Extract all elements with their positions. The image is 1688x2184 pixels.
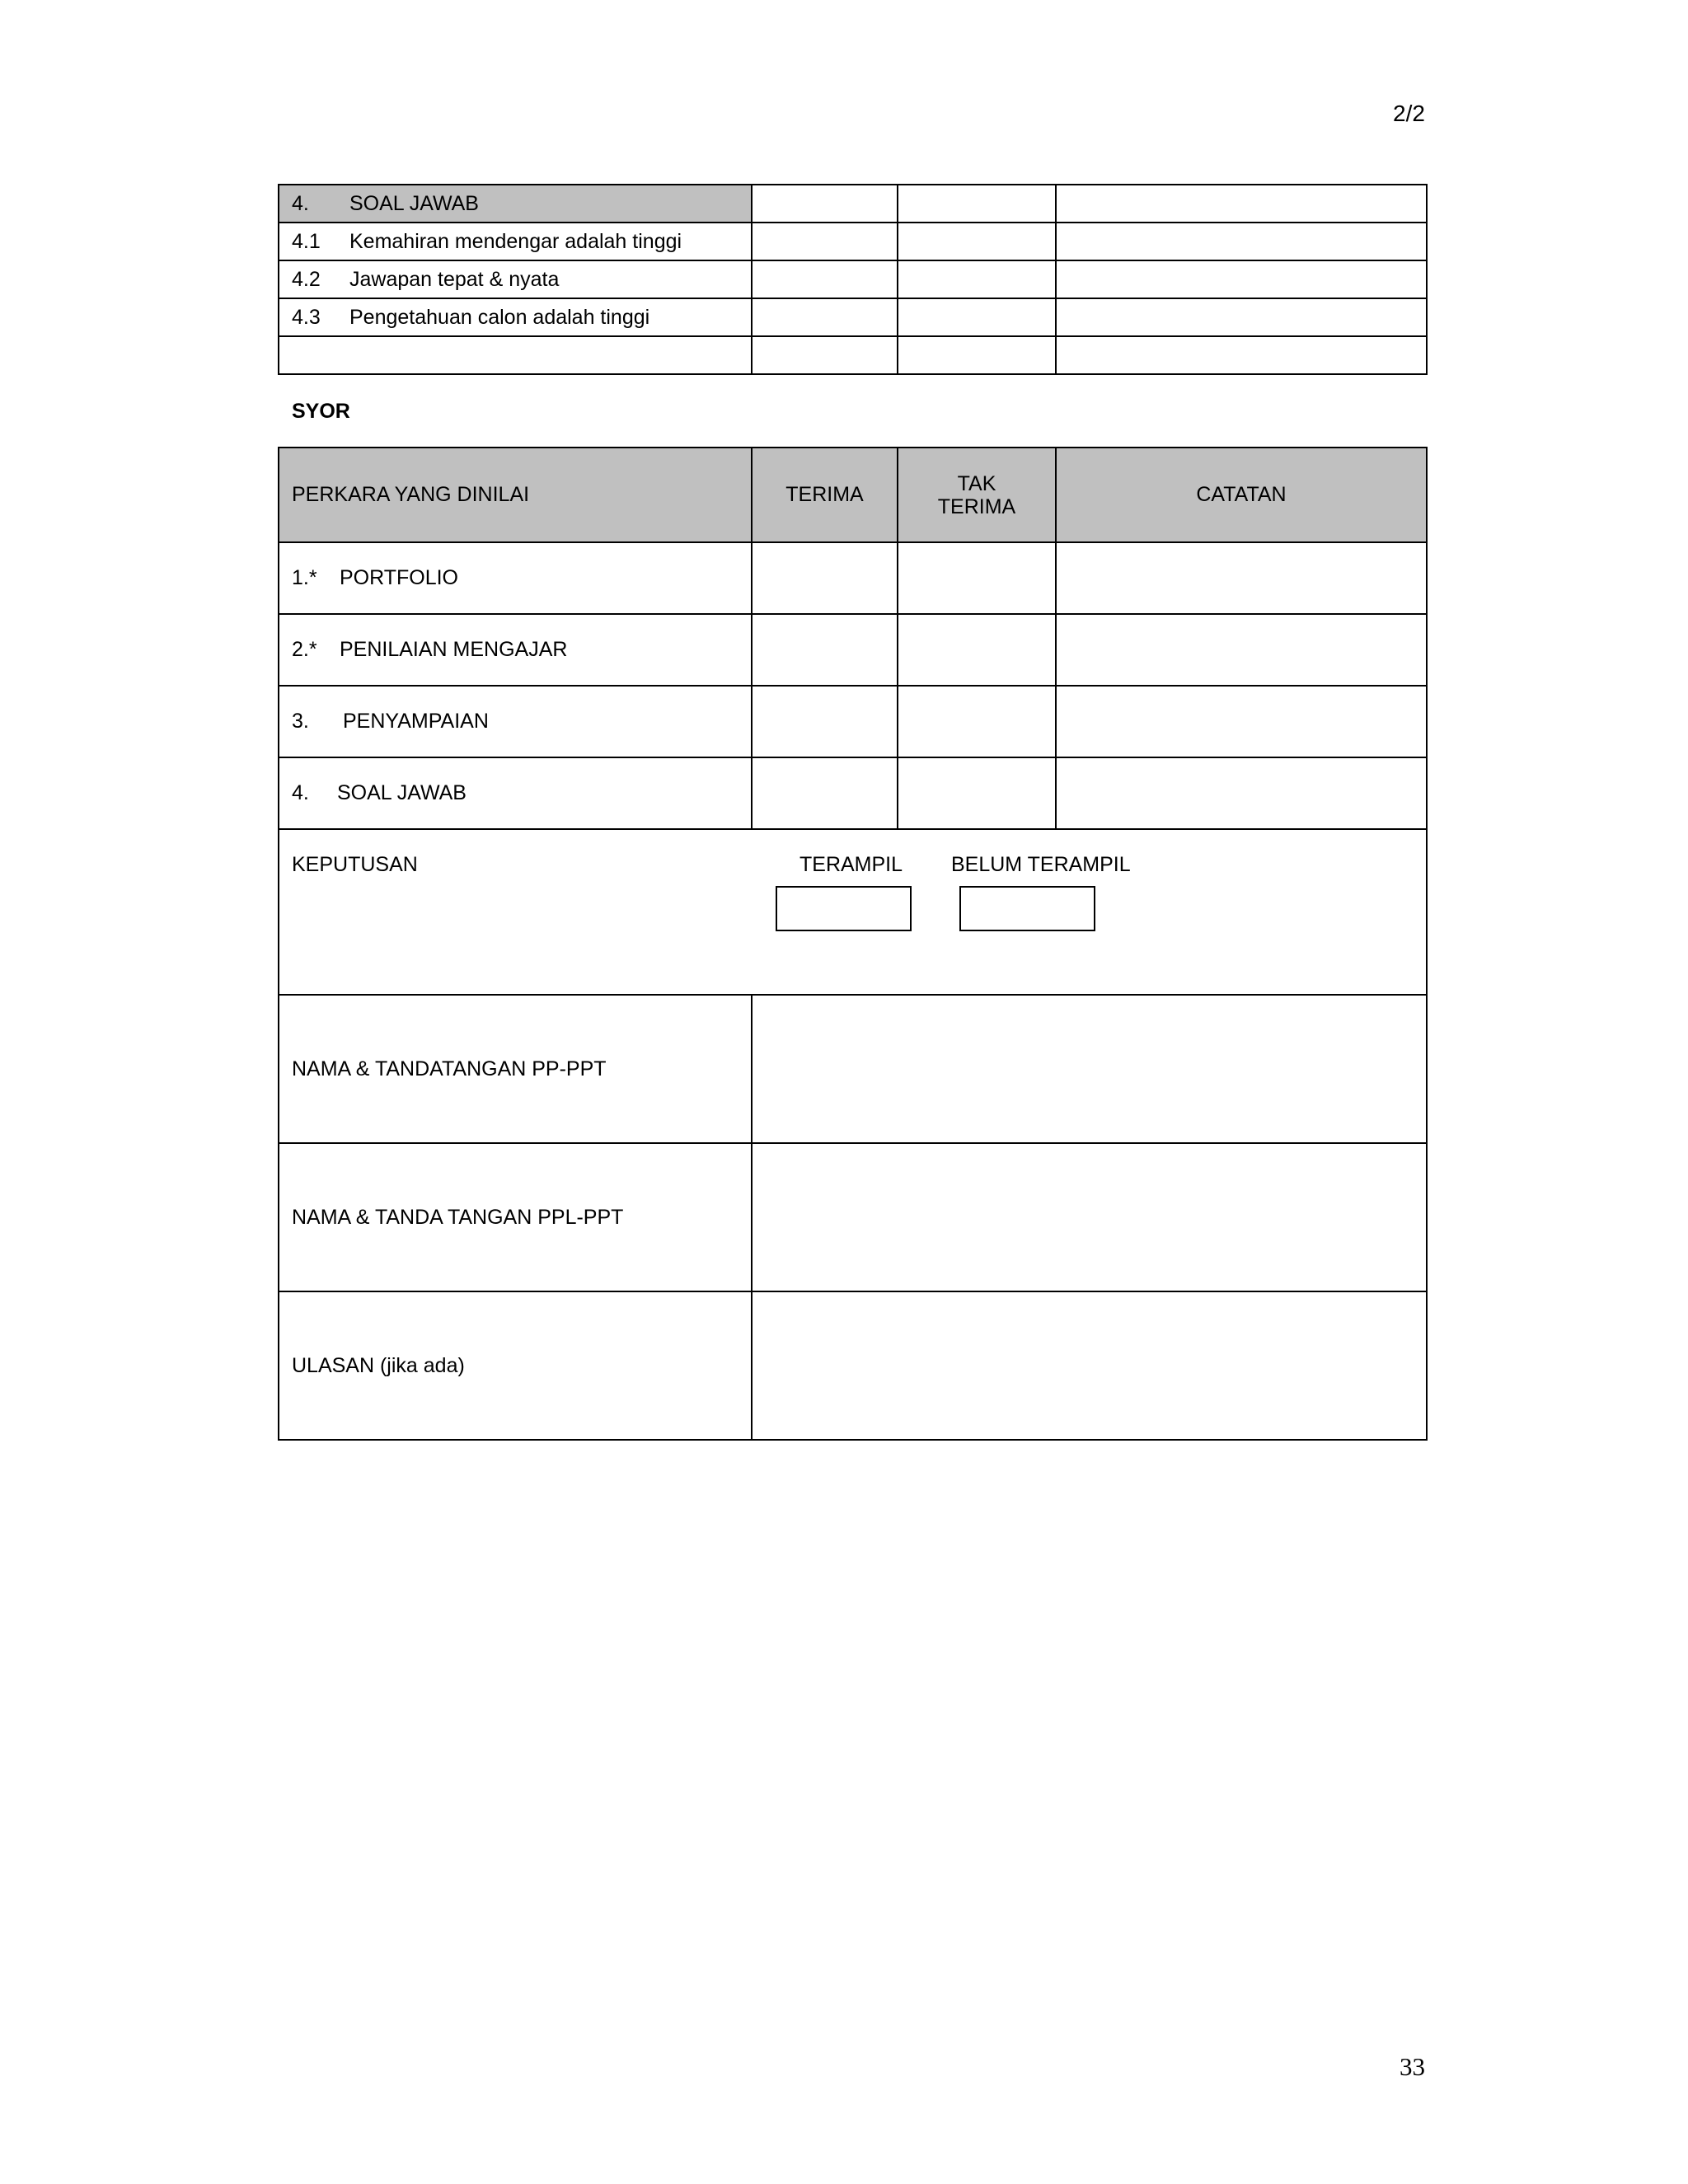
table-header-row: [279, 448, 1427, 542]
row-number: 4.3: [292, 305, 321, 329]
accept-cell[interactable]: [752, 757, 898, 829]
accept-cell[interactable]: [752, 223, 898, 260]
row-number: 4.1: [292, 229, 321, 253]
decision-label: KEPUTUSAN: [292, 853, 418, 876]
column-header-notes: CATATAN: [1056, 448, 1427, 542]
criteria-cell: [279, 260, 752, 298]
reject-cell[interactable]: [898, 223, 1056, 260]
signature-row: [279, 995, 1427, 1143]
reject-header-line1: TAK: [957, 471, 996, 495]
remarks-row: [279, 1291, 1427, 1440]
row-label: Kemahiran mendengar adalah tinggi: [349, 229, 682, 253]
notes-cell[interactable]: [1056, 185, 1427, 223]
row-number: 1.*: [292, 566, 317, 589]
notes-cell[interactable]: [1056, 757, 1427, 829]
table-row: [279, 298, 1427, 336]
table-row: [279, 185, 1427, 223]
reject-cell[interactable]: [898, 336, 1056, 374]
column-header-item: PERKARA YANG DINILAI: [279, 448, 752, 542]
accept-cell[interactable]: [752, 542, 898, 614]
accept-cell[interactable]: [752, 614, 898, 686]
syor-table: [278, 447, 1428, 1441]
remarks-field[interactable]: [752, 1291, 1427, 1440]
row-label: PENYAMPAIAN: [343, 710, 489, 733]
row-number: 3.: [292, 710, 309, 733]
accept-cell[interactable]: [752, 686, 898, 757]
table-row: [279, 260, 1427, 298]
row-number: 4.: [292, 781, 309, 804]
decision-row: [279, 829, 1427, 995]
reject-cell[interactable]: [898, 298, 1056, 336]
row-number: 2.*: [292, 638, 317, 661]
row-label: PORTFOLIO: [340, 566, 459, 589]
page-marker: 2/2: [1393, 101, 1425, 126]
signature-field[interactable]: [752, 1143, 1427, 1291]
table-row: [279, 686, 1427, 757]
assessment-item-cell: [279, 614, 752, 686]
table-row: [279, 542, 1427, 614]
row-label: SOAL JAWAB: [349, 191, 479, 215]
assessment-item-cell: [279, 757, 752, 829]
page-number: 33: [1400, 2052, 1425, 2081]
option-pass-label: TERAMPIL: [799, 853, 903, 876]
accept-cell[interactable]: [752, 260, 898, 298]
notes-cell[interactable]: [1056, 298, 1427, 336]
syor-heading: SYOR: [292, 400, 350, 423]
criteria-cell: [279, 223, 752, 260]
notes-cell[interactable]: [1056, 336, 1427, 374]
reject-cell[interactable]: [898, 260, 1056, 298]
accept-cell[interactable]: [752, 185, 898, 223]
row-label: SOAL JAWAB: [337, 781, 467, 804]
signature-label: NAMA & TANDA TANGAN PPL-PPT: [279, 1143, 752, 1291]
option-not-yet-label: BELUM TERAMPIL: [951, 853, 1131, 876]
reject-cell[interactable]: [898, 542, 1056, 614]
table-row: [279, 614, 1427, 686]
reject-cell[interactable]: [898, 614, 1056, 686]
reject-cell[interactable]: [898, 185, 1056, 223]
notes-cell[interactable]: [1056, 223, 1427, 260]
reject-header-line2: TERIMA: [937, 494, 1016, 518]
column-header-reject: [898, 448, 1056, 542]
soal-jawab-table: [278, 184, 1428, 375]
option-not-yet-box[interactable]: [959, 886, 1095, 931]
accept-cell[interactable]: [752, 298, 898, 336]
table-row: [279, 223, 1427, 260]
row-label: PENILAIAN MENGAJAR: [340, 638, 568, 661]
option-pass-box[interactable]: [776, 886, 912, 931]
row-label: Jawapan tepat & nyata: [349, 267, 560, 291]
accept-cell[interactable]: [752, 336, 898, 374]
criteria-cell: [279, 298, 752, 336]
criteria-cell: [279, 336, 752, 374]
section-heading-cell: [279, 185, 752, 223]
signature-field[interactable]: [752, 995, 1427, 1143]
notes-cell[interactable]: [1056, 260, 1427, 298]
row-number: 4.2: [292, 267, 321, 291]
signature-label: NAMA & TANDATANGAN PP-PPT: [279, 995, 752, 1143]
assessment-item-cell: [279, 542, 752, 614]
row-label: Pengetahuan calon adalah tinggi: [349, 305, 650, 329]
column-header-accept: TERIMA: [752, 448, 898, 542]
notes-cell[interactable]: [1056, 614, 1427, 686]
table-row: [279, 757, 1427, 829]
row-number: 4.: [292, 191, 309, 215]
notes-cell[interactable]: [1056, 542, 1427, 614]
reject-cell[interactable]: [898, 686, 1056, 757]
reject-cell[interactable]: [898, 757, 1056, 829]
decision-cell: [279, 829, 1427, 995]
notes-cell[interactable]: [1056, 686, 1427, 757]
remarks-label: ULASAN (jika ada): [279, 1291, 752, 1440]
table-row: [279, 336, 1427, 374]
assessment-item-cell: [279, 686, 752, 757]
signature-row: [279, 1143, 1427, 1291]
